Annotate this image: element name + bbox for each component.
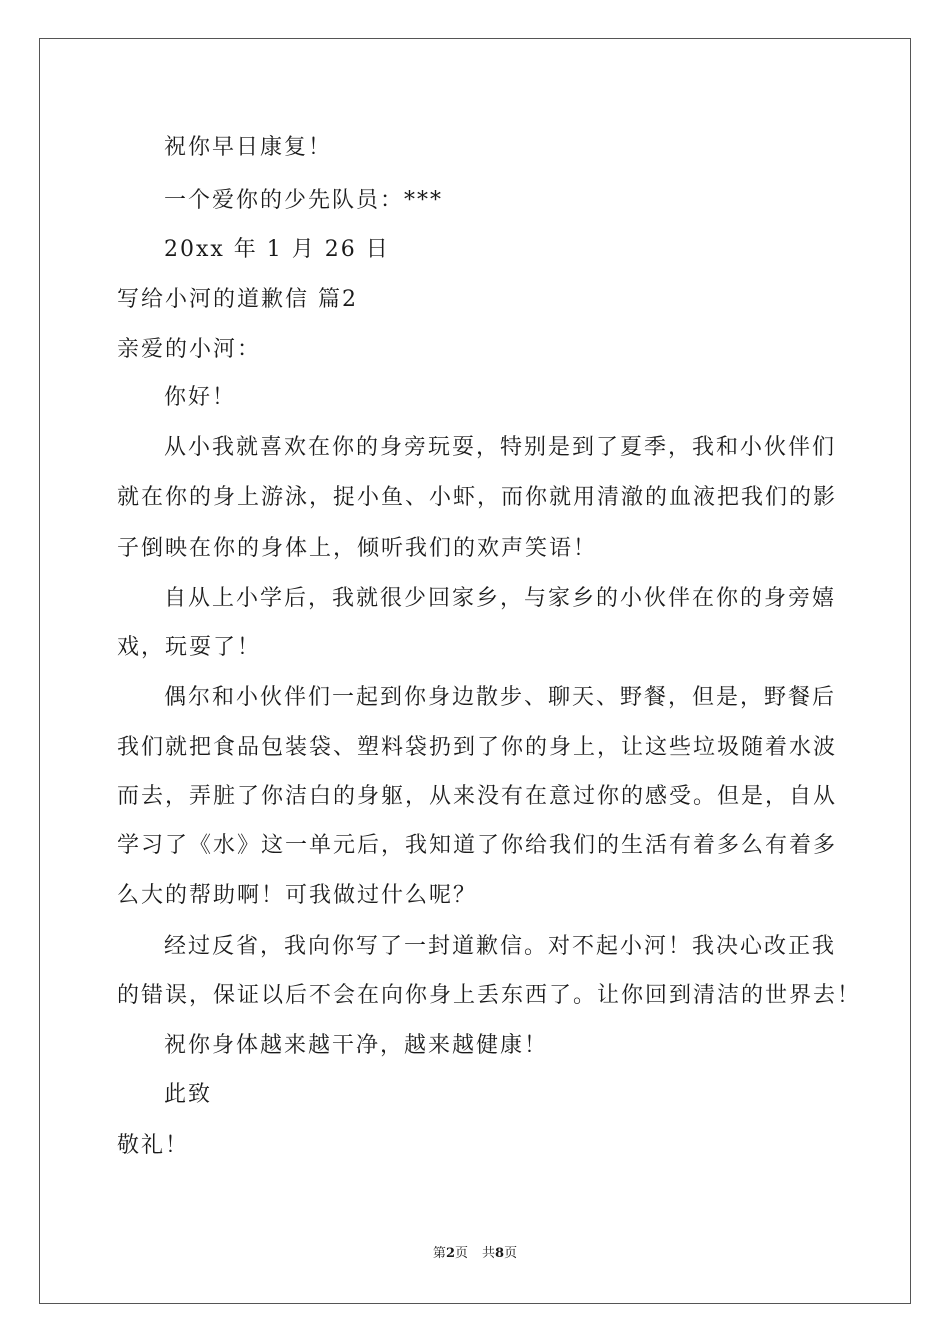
page-footer xyxy=(0,1245,950,1263)
paragraph-4-line-2: 的错误，保证以后不会在向你身上丢东西了。让你回到清洁的世界去！ xyxy=(117,983,862,1008)
paragraph-3-line-5: 么大的帮助啊！可我做过什么呢？ xyxy=(117,883,478,908)
paragraph-3-line-2: 我们就把食品包装袋、塑料袋扔到了你的身上，让这些垃圾随着水波 xyxy=(117,735,838,760)
paragraph-1-line-3: 子倒映在你的身体上，倾听我们的欢声笑语！ xyxy=(117,536,598,561)
paragraph-3-line-1: 偶尔和小伙伴们一起到你身边散步、聊天、野餐，但是，野餐后 xyxy=(164,685,837,710)
paragraph-4-line-1: 经过反省，我向你写了一封道歉信。对不起小河！我决心改正我 xyxy=(164,934,837,959)
closing-cizhi: 此致 xyxy=(164,1082,213,1107)
date-line: 20xx 年 1 月 26 日 xyxy=(164,237,390,262)
section-title: 写给小河的道歉信 篇2 xyxy=(117,287,358,312)
closing-wish: 祝你早日康复！ xyxy=(164,135,333,160)
closing-wish-2: 祝你身体越来越干净，越来越健康！ xyxy=(164,1033,549,1058)
signature-line: 一个爱你的少先队员：*** xyxy=(164,188,444,213)
page-frame xyxy=(39,38,911,1304)
salutation: 亲爱的小河： xyxy=(117,337,262,362)
footer-page-number: 2 xyxy=(445,1246,455,1261)
paragraph-2-line-1: 自从上小学后，我就很少回家乡，与家乡的小伙伴在你的身旁嬉 xyxy=(164,586,837,611)
paragraph-2-line-2: 戏，玩耍了！ xyxy=(117,635,262,660)
footer-page-prefix: 第 xyxy=(432,1246,446,1261)
paragraph-1-line-1: 从小我就喜欢在你的身旁玩耍，特别是到了夏季，我和小伙伴们 xyxy=(164,435,837,460)
paragraph-3-line-3: 而去，弄脏了你洁白的身躯，从来没有在意过你的感受。但是，自从 xyxy=(117,784,838,809)
footer-total-prefix: 共 xyxy=(482,1246,496,1261)
paragraph-3-line-4: 学习了《水》这一单元后，我知道了你给我们的生活有着多么有着多 xyxy=(117,833,838,858)
greeting: 你好！ xyxy=(164,385,237,410)
footer-total-suffix: 页 xyxy=(504,1246,518,1261)
footer-total-number: 8 xyxy=(495,1246,505,1261)
closing-jingli: 敬礼！ xyxy=(117,1133,190,1158)
paragraph-1-line-2: 就在你的身上游泳，捉小鱼、小虾，而你就用清澈的血液把我们的影 xyxy=(117,485,838,510)
footer-page-suffix: 页 xyxy=(454,1246,468,1261)
